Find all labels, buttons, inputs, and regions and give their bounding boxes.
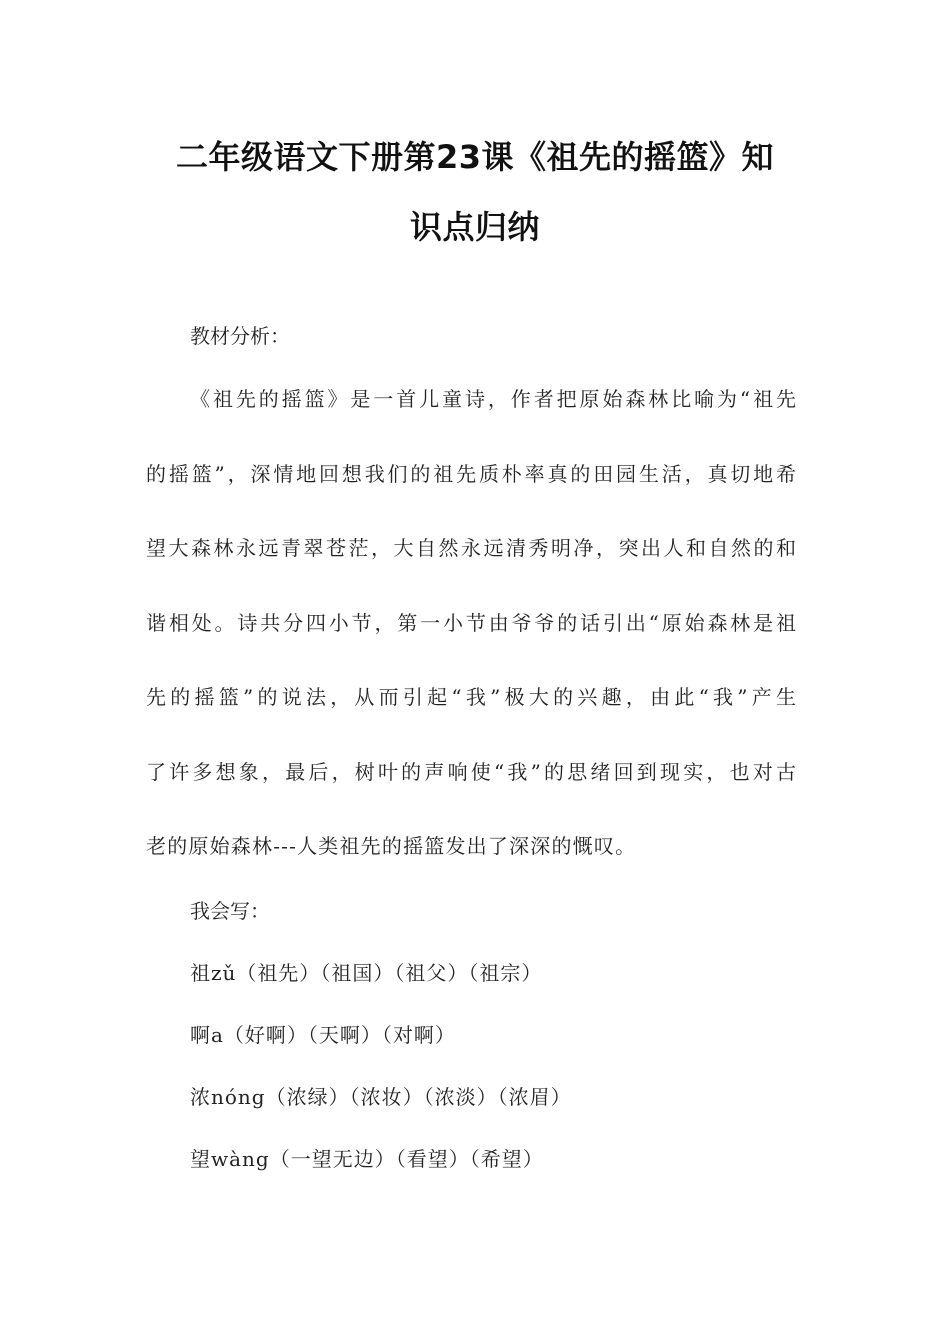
analysis-line-7: 老的原始森林---人类祖先的摇篮发出了深深的慨叹。 [146,834,637,858]
write-heading: 我会写： [190,899,270,923]
analysis-line-2: 的摇篮”，深情地回想我们的祖先质朴率真的田园生活，真切地希 [146,462,796,486]
analysis-line-6: 了许多想象，最后，树叶的声响使“我”的思绪回到现实，也对古 [146,760,796,784]
analysis-line-4: 谐相处。诗共分四小节，第一小节由爷爷的话引出“原始森林是祖 [146,611,796,635]
analysis-line-3: 望大森林永远青翠苍茫，大自然永远清秀明净，突出人和自然的和 [146,536,796,560]
title-line-2: 识点归纳 [409,208,540,246]
document-title [140,122,810,262]
vocab-line-2: 啊a（好啊）（天啊）（对啊） [190,1023,456,1047]
vocab-line-1: 祖zǔ（祖先）（祖国）（祖父）（祖宗） [190,961,543,985]
vocab-line-3: 浓nóng（浓绿）（浓妆）（浓淡）（浓眉） [190,1085,572,1109]
vocab-line-4: 望wàng（一望无边）（看望）（希望） [190,1147,544,1171]
analysis-line-1: 《祖先的摇篮》是一首儿童诗，作者把原始森林比喻为“祖先 [190,387,796,411]
analysis-heading: 教材分析： [190,324,290,348]
title-line-1: 二年级语文下册第23课《祖先的摇篮》知 [175,138,775,176]
analysis-line-5: 先的摇篮”的说法，从而引起“我”极大的兴趣，由此“我”产生 [146,685,796,709]
